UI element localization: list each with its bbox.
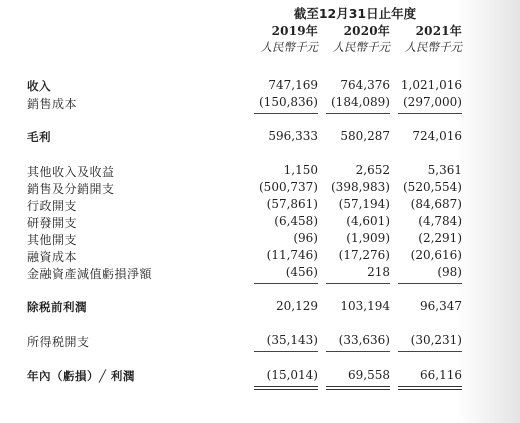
subtotal-rule — [326, 113, 390, 114]
cell-2019: (15,014) — [266, 368, 318, 382]
row-label: 研發開支 — [27, 216, 78, 230]
table-row — [0, 180, 520, 196]
table-row — [0, 197, 520, 213]
cell-2021: 96,347 — [420, 299, 462, 313]
table-row — [0, 214, 520, 230]
row-label: 銷售及分銷開支 — [27, 182, 115, 196]
cell-2020: (17,276) — [338, 248, 390, 262]
cell-2019: (35,143) — [266, 333, 318, 347]
cell-2019: 1,150 — [283, 163, 318, 177]
subtotal-rule — [398, 113, 462, 114]
unit-header-2020: 人民幣千元 — [332, 40, 390, 54]
cell-2020: 580,287 — [340, 129, 390, 143]
table-row — [0, 95, 520, 111]
row-label: 收入 — [27, 79, 51, 93]
row-label: 金融資產減值虧損淨額 — [27, 267, 153, 281]
cell-2020: (57,194) — [338, 197, 390, 211]
cell-2021: (4,784) — [418, 214, 462, 228]
cell-2019: 596,333 — [268, 129, 318, 143]
table-row — [0, 231, 520, 247]
cell-2021: (297,000) — [403, 95, 462, 109]
year-header-2019: 2019年 — [271, 24, 318, 38]
year-header-2020: 2020年 — [343, 24, 390, 38]
subtotal-rule — [254, 113, 318, 114]
cell-2020: 218 — [367, 265, 390, 279]
cell-2020: 69,558 — [348, 368, 390, 382]
table-row — [0, 129, 520, 145]
subtotal-rule — [398, 351, 462, 352]
cell-2020: 2,652 — [355, 163, 390, 177]
table-row — [0, 333, 520, 349]
row-label: 所得税開支 — [27, 335, 90, 349]
table-row — [0, 163, 520, 179]
cell-2019: 20,129 — [276, 299, 318, 313]
subtotal-rule — [326, 351, 390, 352]
cell-2019: (57,861) — [266, 197, 318, 211]
cell-2021: (30,231) — [410, 333, 462, 347]
cell-2020: 764,376 — [340, 78, 390, 92]
cell-2019: (150,836) — [259, 95, 318, 109]
table-row — [0, 265, 520, 281]
row-label: 其他收入及收益 — [27, 165, 115, 179]
cell-2019: (6,458) — [274, 214, 318, 228]
year-header-2021: 2021年 — [415, 24, 462, 38]
subtotal-rule — [326, 283, 390, 284]
cell-2019: 747,169 — [268, 78, 318, 92]
total-double-rule — [326, 386, 390, 390]
cell-2021: (20,616) — [410, 248, 462, 262]
row-label: 行政開支 — [27, 199, 78, 213]
total-double-rule — [398, 386, 462, 390]
table-row — [0, 299, 520, 315]
cell-2021: (2,291) — [418, 231, 462, 245]
cell-2019: (11,746) — [266, 248, 318, 262]
period-header: 截至12月31日止年度 — [293, 6, 417, 21]
row-label: 除税前利潤 — [27, 300, 87, 314]
cell-2020: (184,089) — [331, 95, 390, 109]
cell-2021: (98) — [437, 265, 462, 279]
cell-2019: (96) — [293, 231, 318, 245]
cell-2021: 1,021,016 — [400, 78, 462, 92]
cell-2020: (398,983) — [331, 180, 390, 194]
row-label: 銷售成本 — [27, 97, 78, 111]
cell-2020: (33,636) — [338, 333, 390, 347]
table-row — [0, 248, 520, 264]
cell-2021: 66,116 — [420, 368, 462, 382]
subtotal-rule — [254, 351, 318, 352]
row-label: 年內（虧損）╱ 利潤 — [27, 369, 135, 383]
cell-2021: (84,687) — [410, 197, 462, 211]
table-row — [0, 368, 520, 384]
unit-header-2019: 人民幣千元 — [260, 40, 318, 54]
cell-2021: (520,554) — [403, 180, 462, 194]
total-double-rule — [254, 386, 318, 390]
cell-2020: (1,909) — [346, 231, 390, 245]
row-label: 融資成本 — [27, 250, 78, 264]
unit-header-2021: 人民幣千元 — [404, 40, 462, 54]
subtotal-rule — [398, 283, 462, 284]
row-label: 其他開支 — [27, 233, 78, 247]
row-label: 毛利 — [27, 130, 51, 144]
cell-2021: 724,016 — [412, 129, 462, 143]
cell-2019: (456) — [285, 265, 318, 279]
subtotal-rule — [254, 283, 318, 284]
cell-2020: 103,194 — [340, 299, 390, 313]
cell-2021: 5,361 — [427, 163, 462, 177]
table-row — [0, 78, 520, 94]
cell-2020: (4,601) — [346, 214, 390, 228]
cell-2019: (500,737) — [259, 180, 318, 194]
